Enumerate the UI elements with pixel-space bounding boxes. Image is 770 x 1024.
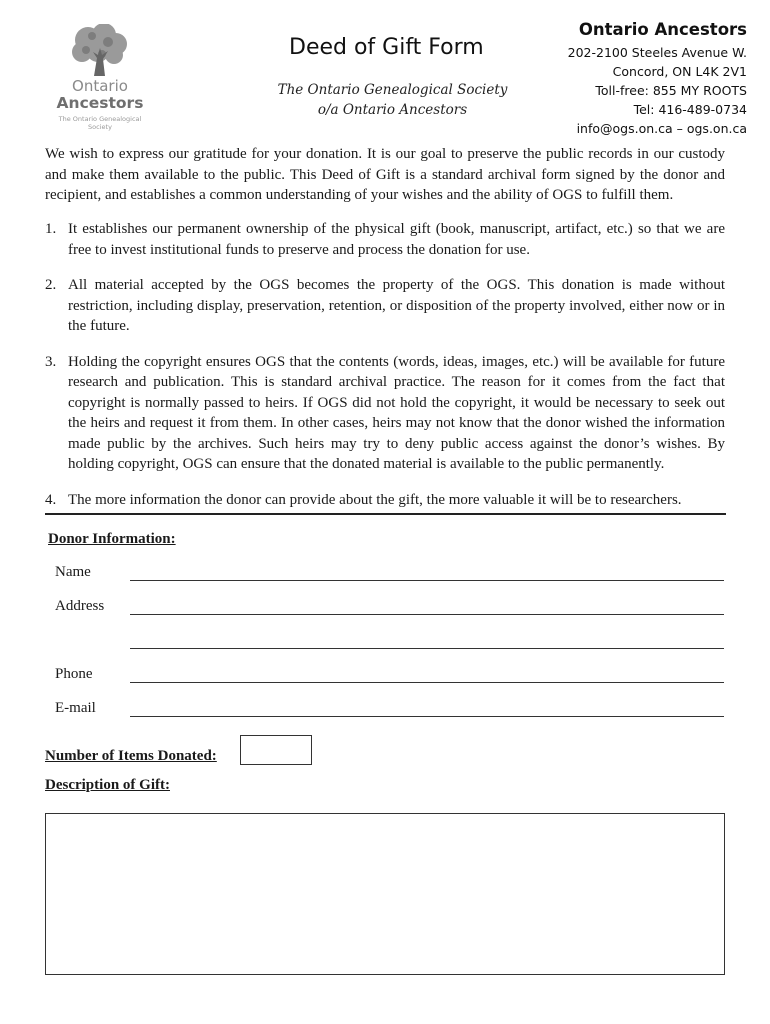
subtitle	[270, 80, 515, 120]
section-divider	[45, 513, 726, 515]
list-item-number: 4.	[45, 491, 57, 508]
phone-field[interactable]	[130, 682, 724, 683]
items-count-label: Number of Items Donated:	[45, 748, 217, 764]
contact-address-2: Concord, ON L4K 2V1	[612, 64, 747, 79]
address-label: Address	[55, 598, 105, 614]
list-item	[45, 275, 725, 337]
list-item	[45, 490, 725, 511]
page-title: Deed of Gift Form	[289, 35, 484, 60]
ogs-logo	[52, 24, 152, 131]
name-label: Name	[55, 564, 91, 580]
description-textarea[interactable]	[45, 813, 725, 975]
list-item-text: Holding the copyright ensures OGS that the contents (words, ideas, images, etc.) will be available for future research and publication. This is standard archival practice. The reason for it comes from the fact that copyright is normally passed to heirs. If OGS did not hold the copyright, it would be necessary to seek out the heirs and request it from them. In other cases, heirs may not know that the donor wished the information made public by the archives. Such heirs may try to deny public access against the donor’s wishes. By holding copyright, OGS can ensure that the donated material is available to the public permanently.	[68, 353, 725, 472]
list-item-number: 2.	[45, 277, 57, 293]
logo-tagline: The Ontario Genealogical Society	[58, 115, 142, 131]
list-item-text: It establishes our permanent ownership of the physical gift (book, manuscript, artifact, etc.) so that we are free to invest institutional funds to preserve and process the donation for use.	[68, 221, 725, 258]
contact-org: Ontario Ancestors	[578, 20, 747, 39]
email-field[interactable]	[130, 716, 724, 717]
contact-web: info@ogs.on.ca – ogs.on.ca	[576, 121, 747, 136]
points-list	[45, 219, 725, 525]
list-item-text: All material accepted by the OGS becomes the property of the OGS. This donation is made without restriction, including display, preservation, retention, or disposition of the property involved, either now or in the future.	[68, 277, 725, 334]
items-count-input[interactable]	[240, 735, 312, 765]
list-item	[45, 352, 725, 475]
subtitle-line-2: o/a Ontario Ancestors	[317, 102, 468, 118]
phone-label: Phone	[55, 666, 93, 682]
contact-tollfree: Toll-free: 855 MY ROOTS	[595, 83, 747, 98]
logo-text-ontario: Ontario	[72, 77, 128, 95]
address-field-line-2[interactable]	[130, 648, 724, 649]
subtitle-line-1: The Ontario Genealogical Society	[277, 82, 508, 98]
contact-address-1: 202-2100 Steeles Avenue W.	[567, 45, 747, 60]
name-field[interactable]	[130, 580, 724, 581]
address-field-line-1[interactable]	[130, 614, 724, 615]
list-item-number: 1.	[45, 221, 57, 237]
donor-info-heading: Donor Information:	[48, 531, 176, 547]
description-label: Description of Gift:	[45, 777, 170, 793]
intro-paragraph: We wish to express our gratitude for your donation. It is our goal to preserve the public records in our custody and make them available to the public. This Deed of Gift is a standard archival form signed by the donor and recipient, and establishes a common understanding of your wishes and the ability of OGS to fulfill them.	[45, 146, 725, 203]
contact-block	[568, 18, 747, 138]
list-item	[45, 219, 725, 260]
tree-icon	[68, 24, 132, 80]
contact-tel: Tel: 416-489-0734	[633, 102, 747, 117]
email-label: E-mail	[55, 700, 96, 716]
logo-text-ancestors: Ancestors	[56, 94, 144, 112]
list-item-number: 3.	[45, 353, 57, 370]
list-item-text: The more information the donor can provide about the gift, the more valuable it will be to researchers.	[68, 491, 682, 508]
